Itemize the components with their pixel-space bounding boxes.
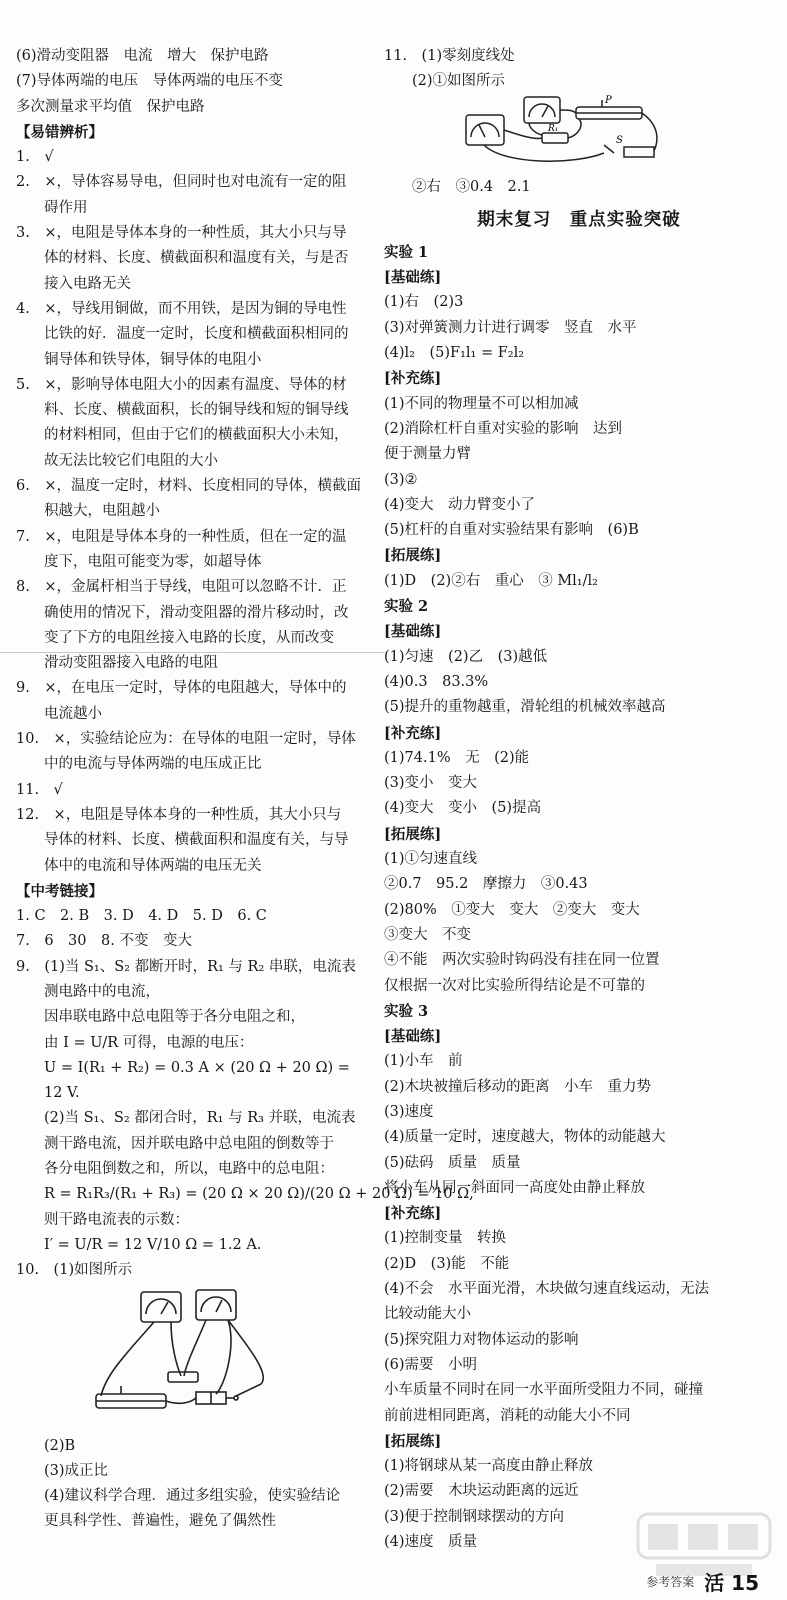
answer-line: (7)导体两端的电压 导体两端的电压不变 (16, 73, 284, 90)
answer-line: 11. √ (16, 781, 63, 798)
answer-line: (3)成正比 (44, 1462, 109, 1479)
answer-line: 实验 3 (384, 1002, 429, 1020)
answer-line: 导体的材料、长度、横截面积和温度有关，与导 (44, 832, 349, 849)
answer-line: (6)需要 小明 (384, 1356, 478, 1373)
answer-line: 电流越小 (44, 705, 102, 722)
answer-line: (5)探究阻力对物体运动的影响 (384, 1331, 579, 1348)
answer-line: R = R₁R₃/(R₁ + R₃) = (20 Ω × 20 Ω)/(20 Ω + 20 Ω) = 10 Ω, (44, 1186, 474, 1203)
answer-line: 9. ×，在电压一定时，导体的电阻越大，导体中的 (16, 680, 347, 697)
answer-line: (2)①如图所示 (412, 73, 506, 90)
label-s: S (616, 134, 623, 146)
answer-line: (5)杠杆的自重对实验结果有影响 (6)B (384, 522, 639, 539)
answer-line: ④不能 两次实验时钩码没有挂在同一位置 (384, 952, 660, 969)
footer-label: 参考答案 (646, 1574, 695, 1589)
answer-line: 11. (1)零刻度线处 (384, 48, 515, 64)
answer-line: 10. ×，实验结论应为：在导体的电阻一定时，导体 (16, 731, 356, 748)
answer-line: 12. ×，电阻是导体本身的一种性质，其大小只与 (16, 806, 342, 823)
answer-line: 由 I = U/R 可得，电源的电压： (44, 1034, 254, 1051)
answer-line: 7. ×，电阻是导体本身的一种性质，但在一定的温 (16, 528, 347, 545)
answer-line: (2)D (3)能 不能 (384, 1255, 510, 1272)
answer-line: ②右 ③0.4 2.1 (412, 178, 531, 195)
answer-line: (4)0.3 83.3% (384, 673, 489, 690)
answer-line: (2)消除杠杆自重对实验的影响 达到 (384, 420, 623, 437)
answer-line: (4)变大 变小 (5)提高 (384, 800, 542, 817)
answer-line: 碍作用 (44, 199, 88, 216)
answer-line: 1. √ (16, 149, 54, 166)
answer-line: 更具科学性、普遍性，避免了偶然性 (44, 1513, 276, 1530)
page-footer (646, 1568, 759, 1594)
answer-line: 因串联电路中总电阻等于各分电阻之和， (44, 1009, 305, 1026)
right-after-figure-lines (384, 175, 774, 200)
answer-line: (2)当 S₁、S₂ 都闭合时，R₁ 与 R₃ 并联，电流表 (44, 1110, 356, 1127)
answer-line: 便于测量力臂 (384, 446, 471, 463)
answer-line: 仅根据一次对比实验所得结论是不可靠的 (384, 977, 645, 994)
circuit-diagram-q10 (86, 1284, 286, 1434)
answer-line: 小车质量不同时在同一水平面所受阻力不同，碰撞 (384, 1382, 703, 1399)
answer-line: 4. ×，导线用铜做，而不用铁，是因为铜的导电性 (16, 300, 347, 317)
answer-line: 确使用的情况下，滑动变阻器的滑片移动时，改 (44, 604, 349, 621)
answer-line: (1)控制变量 转换 (384, 1230, 507, 1247)
answer-line: 各分电阻倒数之和，所以，电路中的总电阻： (44, 1161, 334, 1178)
answer-line: (1)将钢球从某一高度由静止释放 (384, 1458, 594, 1475)
circuit-figure-q11 (464, 95, 774, 175)
answer-line: 比铁的好．温度一定时，长度和横截面积相同的 (44, 326, 349, 343)
answer-line: 10. (1)如图所示 (16, 1262, 133, 1279)
answer-line: [基础练] (384, 623, 442, 641)
answer-line: 1. C 2. B 3. D 4. D 5. D 6. C (16, 908, 267, 925)
answer-line: 将小车从同一斜面同一高度处由静止释放 (384, 1179, 645, 1196)
answer-line: 滑动变阻器接入电路的电阻 (44, 655, 218, 672)
answer-line: 2. ×，导体容易导电，但同时也对电流有一定的阻 (16, 174, 347, 191)
section-title: 期末复习 重点实验突破 (477, 209, 681, 230)
right-answer-lines (384, 240, 774, 1555)
answer-line: (3)便于控制钢球摆动的方向 (384, 1508, 565, 1525)
answer-line: (2)B (44, 1437, 76, 1454)
answer-line: [基础练] (384, 1028, 442, 1046)
answer-line: (3)速度 (384, 1103, 434, 1120)
answer-line: 度下，电阻可能变为零，如超导体 (44, 553, 262, 570)
answer-line: (6)滑动变阻器 电流 增大 保护电路 (16, 48, 269, 64)
answer-line: 【中考链接】 (16, 882, 103, 900)
answer-line: 则干路电流表的示数： (44, 1211, 189, 1228)
answer-line: [拓展练] (384, 825, 442, 843)
answer-line: (1)右 (2)3 (384, 294, 464, 311)
answer-line: (2)需要 木块运动距离的远近 (384, 1483, 579, 1500)
label-r1: R₁ (548, 123, 559, 134)
answer-line: (1)匀速 (2)乙 (3)越低 (384, 648, 548, 665)
answer-line: 故无法比较它们电阻的大小 (44, 452, 218, 469)
label-p: P (605, 94, 612, 106)
answer-line: ③变大 不变 (384, 926, 471, 943)
answer-line: 多次测量求平均值 保护电路 (16, 98, 205, 115)
answer-line: (1)①匀速直线 (384, 851, 478, 868)
answer-line: 比较动能大小 (384, 1306, 471, 1323)
answer-line: (1)74.1% 无 (2)能 (384, 749, 530, 766)
answer-line: 铜导体和铁导体，铜导体的电阻小 (44, 351, 262, 368)
answer-line: (4)建议科学合理．通过多组实验，使实验结论 (44, 1488, 341, 1505)
answer-line: (1)D (2)②右 重心 ③ Ml₁/l₂ (384, 572, 598, 589)
answer-line: 7. 6 30 8. 不变 变大 (16, 933, 192, 950)
answer-line: (4)质量一定时，速度越大，物体的动能越大 (384, 1129, 666, 1146)
answer-line: 12 V. (44, 1085, 80, 1102)
answer-line: 3. ×，电阻是导体本身的一种性质，其大小只与导 (16, 225, 347, 242)
answer-line: U = I(R₁ + R₂) = 0.3 A × (20 Ω + 20 Ω) = (44, 1059, 350, 1076)
answer-line: (4)不会 水平面光滑，木块做匀速直线运动，无法 (384, 1281, 710, 1298)
answer-line: 变了下方的电阻丝接入电路的长度，从而改变 (44, 629, 334, 646)
answer-line: (5)提升的重物越重，滑轮组的机械效率越高 (384, 699, 666, 716)
answer-line: (5)砝码 质量 质量 (384, 1154, 521, 1171)
answer-line: 中的电流与导体两端的电压成正比 (44, 756, 262, 773)
answer-line: 【易错辨析】 (16, 123, 103, 141)
answer-line: ②0.7 95.2 摩擦力 ③0.43 (384, 876, 588, 893)
answer-line: I′ = U/R = 12 V/10 Ω = 1.2 A. (44, 1236, 262, 1253)
answer-line: 6. ×，温度一定时，材料、长度相同的导体，横截面 (16, 478, 361, 495)
answer-line: 8. ×，金属杆相当于导线，电阻可以忽略不计．正 (16, 579, 347, 596)
answer-line: 前前进相同距离，消耗的动能大小不同 (384, 1407, 631, 1424)
right-top-lines (384, 44, 774, 95)
answer-line: 测电路中的电流， (44, 983, 160, 1000)
answer-line: 接入电路无关 (44, 275, 131, 292)
answer-line: (4)变大 动力臂变小了 (384, 496, 536, 513)
answer-line: (3)变小 变大 (384, 775, 478, 792)
answer-line: 体的材料、长度、横截面积和温度有关，与是否 (44, 250, 349, 267)
page-number: 活 15 (704, 1570, 759, 1595)
answer-line: (1)小车 前 (384, 1053, 463, 1070)
answer-line: 积越大，电阻越小 (44, 503, 160, 520)
answer-line: 的材料相同，但由于它们的横截面积大小未知， (44, 427, 349, 444)
answer-line: 体中的电流和导体两端的电压无关 (44, 857, 262, 874)
right-column (384, 44, 774, 1555)
answer-line: [基础练] (384, 269, 442, 287)
answer-line: 实验 1 (384, 243, 429, 261)
answer-line: 9. (1)当 S₁、S₂ 都断开时，R₁ 与 R₂ 串联，电流表 (16, 958, 356, 975)
answer-line: [补充练] (384, 724, 442, 742)
circuit-figure-q10 (86, 1284, 372, 1434)
answer-line: 料、长度、横截面积，长的铜导线和短的铜导线 (44, 402, 349, 419)
answer-line: (1)不同的物理量不可以相加减 (384, 395, 579, 412)
answer-line: (2)木块被撞后移动的距离 小车 重力势 (384, 1078, 652, 1095)
left-answer-lines-after-figure (16, 1434, 372, 1535)
answer-line: (4)l₂ (5)F₁l₁ = F₂l₂ (384, 345, 525, 362)
answer-line: [补充练] (384, 370, 442, 388)
answer-line: (2)80% ①变大 变大 ②变大 变大 (384, 901, 640, 918)
answer-line: (3)② (384, 471, 418, 488)
circuit-diagram-q11 (464, 95, 664, 175)
answer-line: (4)速度 质量 (384, 1534, 478, 1551)
answer-line: 5. ×，影响导体电阻大小的因素有温度、导体的材 (16, 376, 347, 393)
answer-line: [拓展练] (384, 1432, 442, 1450)
answer-line: (3)对弹簧测力计进行调零 竖直 水平 (384, 319, 637, 336)
answer-line: [拓展练] (384, 547, 442, 565)
answer-line: 测干路电流，因并联电路中总电阻的倒数等于 (44, 1135, 334, 1152)
answer-line: 实验 2 (384, 598, 429, 616)
answer-line: [补充练] (384, 1205, 442, 1223)
